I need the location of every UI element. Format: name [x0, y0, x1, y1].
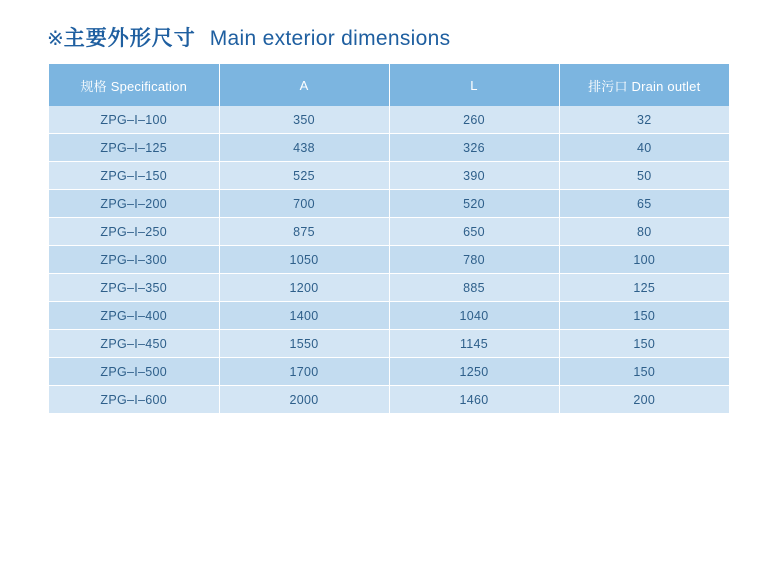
- cell-a: 1050: [219, 246, 389, 274]
- cell-drain-outlet: 150: [559, 302, 729, 330]
- cell-specification: ZPG–I–150: [49, 162, 219, 190]
- cell-l: 326: [389, 134, 559, 162]
- cell-a: 350: [219, 106, 389, 134]
- cell-drain-outlet: 125: [559, 274, 729, 302]
- dimensions-table: [49, 64, 729, 413]
- cell-specification: ZPG–I–125: [49, 134, 219, 162]
- table-row: [49, 246, 729, 274]
- cell-a: 1200: [219, 274, 389, 302]
- column-header-l: L: [389, 64, 559, 106]
- cell-specification: ZPG–I–600: [49, 386, 219, 414]
- cell-a: 1400: [219, 302, 389, 330]
- column-header-drain-outlet: 排污口 Drain outlet: [559, 64, 729, 106]
- cell-l: 885: [389, 274, 559, 302]
- cell-specification: ZPG–I–450: [49, 330, 219, 358]
- cell-drain-outlet: 40: [559, 134, 729, 162]
- cell-drain-outlet: 150: [559, 330, 729, 358]
- table-row: [49, 190, 729, 218]
- cell-drain-outlet: 80: [559, 218, 729, 246]
- column-header-specification: 规格 Specification: [49, 64, 219, 106]
- column-header-a: A: [219, 64, 389, 106]
- cell-specification: ZPG–I–250: [49, 218, 219, 246]
- cell-l: 390: [389, 162, 559, 190]
- cell-a: 700: [219, 190, 389, 218]
- table-row: [49, 302, 729, 330]
- table-row: [49, 274, 729, 302]
- cell-a: 1550: [219, 330, 389, 358]
- table-row: [49, 106, 729, 134]
- cell-drain-outlet: 65: [559, 190, 729, 218]
- cell-a: 525: [219, 162, 389, 190]
- table-row: [49, 330, 729, 358]
- table-row: [49, 162, 729, 190]
- page-title-english: Main exterior dimensions: [209, 27, 451, 50]
- cell-l: 260: [389, 106, 559, 134]
- cell-l: 650: [389, 218, 559, 246]
- cell-drain-outlet: 100: [559, 246, 729, 274]
- table-row: [49, 358, 729, 386]
- cell-l: 780: [389, 246, 559, 274]
- cell-l: 1145: [389, 330, 559, 358]
- cell-specification: ZPG–I–200: [49, 190, 219, 218]
- cell-drain-outlet: 50: [559, 162, 729, 190]
- table-body: [49, 106, 729, 413]
- cell-l: 1040: [389, 302, 559, 330]
- cell-specification: ZPG–I–350: [49, 274, 219, 302]
- cell-l: 1250: [389, 358, 559, 386]
- asterisk-mark-icon: ※: [47, 28, 64, 50]
- page-title-chinese: 主要外形尺寸: [63, 27, 196, 50]
- table-row: [49, 218, 729, 246]
- page-title: [47, 22, 450, 52]
- cell-a: 1700: [219, 358, 389, 386]
- cell-drain-outlet: 150: [559, 358, 729, 386]
- cell-specification: ZPG–I–500: [49, 358, 219, 386]
- cell-a: 438: [219, 134, 389, 162]
- cell-drain-outlet: 32: [559, 106, 729, 134]
- cell-specification: ZPG–I–400: [49, 302, 219, 330]
- cell-a: 2000: [219, 386, 389, 414]
- cell-drain-outlet: 200: [559, 386, 729, 414]
- cell-l: 520: [389, 190, 559, 218]
- table-row: [49, 134, 729, 162]
- table-header-row: [49, 64, 729, 106]
- table-row: [49, 386, 729, 414]
- cell-a: 875: [219, 218, 389, 246]
- cell-specification: ZPG–I–300: [49, 246, 219, 274]
- cell-specification: ZPG–I–100: [49, 106, 219, 134]
- cell-l: 1460: [389, 386, 559, 414]
